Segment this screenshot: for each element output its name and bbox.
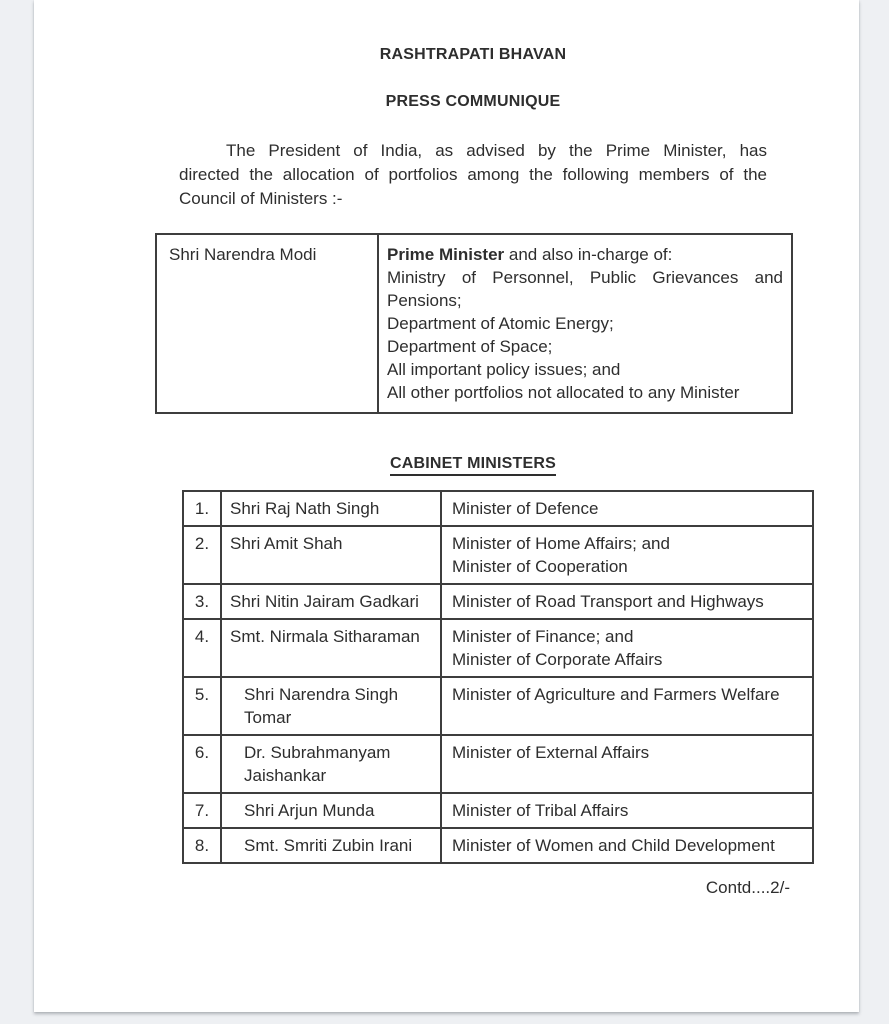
pm-portfolio-line: Department of Atomic Energy; xyxy=(387,314,614,333)
table-row xyxy=(183,828,813,863)
pm-portfolio-line: All other portfolios not allocated to any Minister xyxy=(387,383,740,402)
portfolio-cell xyxy=(441,491,813,526)
intro-line: directed the allocation of portfolios among the following members of the xyxy=(179,165,767,184)
table-row xyxy=(183,735,813,793)
pm-portfolio-cell xyxy=(378,234,792,413)
portfolio-line: Minister of Road Transport and Highways xyxy=(452,592,764,611)
minister-name-cell xyxy=(221,677,441,735)
pm-role-line xyxy=(387,243,783,266)
pm-portfolio-line: Department of Space; xyxy=(387,337,553,356)
minister-name-cell xyxy=(221,584,441,619)
minister-name-line: Shri Arjun Munda xyxy=(244,801,375,820)
minister-name-line: Jaishankar xyxy=(244,766,327,785)
cabinet-ministers-heading: CABINET MINISTERS xyxy=(179,454,767,474)
table-row xyxy=(183,584,813,619)
minister-name-cell xyxy=(221,735,441,793)
row-number-cell: 1. xyxy=(183,491,221,526)
portfolio-line: Minister of External Affairs xyxy=(452,743,650,762)
minister-name-cell xyxy=(221,793,441,828)
portfolio-line: Minister of Women and Child Development xyxy=(452,836,775,855)
portfolio-cell xyxy=(441,793,813,828)
minister-name-line: Shri Amit Shah xyxy=(230,534,343,553)
portfolio-cell xyxy=(441,619,813,677)
portfolio-cell xyxy=(441,828,813,863)
minister-name-line: Shri Nitin Jairam Gadkari xyxy=(230,592,419,611)
doc-subtitle: PRESS COMMUNIQUE xyxy=(385,93,561,110)
row-number-cell: 3. xyxy=(183,584,221,619)
pm-role-bold: Prime Minister xyxy=(387,245,505,264)
minister-name-line: Smt. Nirmala Sitharaman xyxy=(230,627,420,646)
pm-portfolio-line: All important policy issues; and xyxy=(387,360,621,379)
table-row xyxy=(183,677,813,735)
table-row xyxy=(156,234,792,413)
pm-name-cell: Shri Narendra Modi xyxy=(156,234,378,413)
row-number-cell: 5. xyxy=(183,677,221,735)
minister-name-cell xyxy=(221,619,441,677)
intro-line: Council of Ministers :- xyxy=(179,189,343,208)
portfolio-cell xyxy=(441,584,813,619)
row-number-cell: 7. xyxy=(183,793,221,828)
minister-name-cell xyxy=(221,526,441,584)
document-page xyxy=(34,0,859,1012)
portfolio-line: Minister of Defence xyxy=(452,499,599,518)
table-row xyxy=(183,793,813,828)
portfolio-line: Minister of Corporate Affairs xyxy=(452,650,663,669)
table-row xyxy=(183,619,813,677)
intro-line: The President of India, as advised by the Prime Minister, has xyxy=(226,141,767,160)
minister-name-cell xyxy=(221,491,441,526)
minister-name-line: Shri Narendra Singh xyxy=(244,685,399,704)
cabinet-ministers-table xyxy=(182,490,814,864)
pm-portfolio-line: Pensions; xyxy=(387,291,462,310)
minister-name-line: Shri Raj Nath Singh xyxy=(230,499,380,518)
table-row xyxy=(183,526,813,584)
portfolio-cell xyxy=(441,526,813,584)
contd-note: Contd....2/- xyxy=(705,878,790,897)
portfolio-line: Minister of Tribal Affairs xyxy=(452,801,629,820)
portfolio-cell xyxy=(441,677,813,735)
pm-role-rest: and also in-charge of: xyxy=(504,245,673,264)
row-number-cell: 8. xyxy=(183,828,221,863)
portfolio-line: Minister of Cooperation xyxy=(452,557,628,576)
minister-name-cell xyxy=(221,828,441,863)
doc-title: RASHTRAPATI BHAVAN xyxy=(379,46,567,63)
portfolio-line: Minister of Home Affairs; and xyxy=(452,534,670,553)
row-number-cell: 6. xyxy=(183,735,221,793)
pm-portfolio-line: Ministry of Personnel, Public Grievances and xyxy=(387,268,783,287)
row-number-cell: 2. xyxy=(183,526,221,584)
minister-name-line: Smt. Smriti Zubin Irani xyxy=(244,836,413,855)
minister-name-line: Dr. Subrahmanyam xyxy=(244,743,391,762)
pm-allocation-table xyxy=(155,233,793,414)
portfolio-line: Minister of Agriculture and Farmers Welfare xyxy=(452,685,780,704)
row-number-cell: 4. xyxy=(183,619,221,677)
portfolio-line: Minister of Finance; and xyxy=(452,627,634,646)
portfolio-cell xyxy=(441,735,813,793)
minister-name-line: Tomar xyxy=(244,708,292,727)
table-row xyxy=(183,491,813,526)
intro-paragraph xyxy=(179,139,767,211)
